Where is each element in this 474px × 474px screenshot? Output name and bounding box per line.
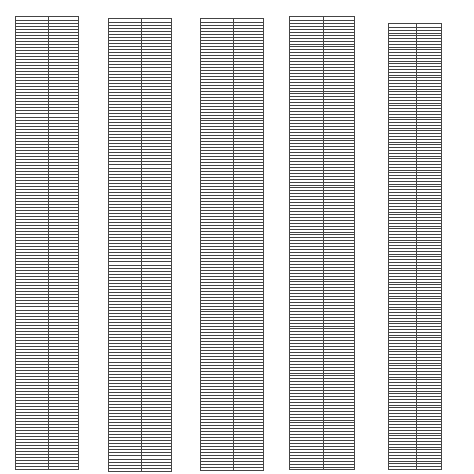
price-cell (141, 468, 171, 471)
price-table-page (108, 9, 172, 470)
price-table (289, 16, 355, 470)
table-row (389, 467, 442, 470)
page-title (289, 7, 355, 13)
table-row (201, 467, 264, 470)
table-body (389, 28, 442, 470)
table-row (16, 467, 79, 470)
table-body (290, 21, 355, 470)
page-title (200, 9, 264, 15)
page-title (108, 9, 172, 15)
page-title (15, 7, 79, 13)
product-code-cell (290, 467, 324, 470)
product-code-cell (109, 468, 142, 471)
page-title (388, 14, 442, 20)
price-cell (416, 467, 441, 470)
price-table-page (289, 7, 355, 470)
table-body (16, 21, 79, 470)
price-table (388, 23, 442, 470)
table-row (109, 468, 172, 471)
price-table-page (200, 9, 264, 470)
price-table (15, 16, 79, 470)
price-cell (233, 467, 263, 470)
table-body (109, 23, 172, 472)
product-code-cell (389, 467, 417, 470)
price-cell (323, 467, 354, 470)
price-table (108, 18, 172, 472)
price-table (200, 18, 264, 471)
table-row (290, 467, 355, 470)
price-cell (48, 467, 78, 470)
price-table-page (388, 14, 442, 470)
product-code-cell (201, 467, 234, 470)
price-table-page (15, 7, 79, 470)
product-code-cell (16, 467, 49, 470)
table-body (201, 23, 264, 471)
